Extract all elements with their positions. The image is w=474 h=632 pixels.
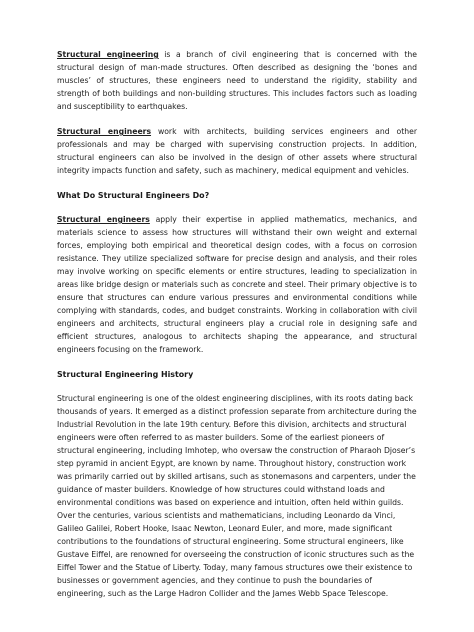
term-structural-engineers: Structural engineers: [57, 127, 152, 136]
term-structural-engineering: Structural engineering: [57, 50, 159, 59]
engineers-paragraph: [57, 125, 417, 177]
section-heading-history: Structural Engineering History: [57, 370, 194, 379]
intro-paragraph-text: is a branch of civil engineering that is concerned with the structural design of man-made structures. Often described as designing the ‘bones and muscles’ of structures, these engineers need to understand the rigidity, stability and strength of both buildings and non-building structures. This includes factors such as loading and susceptibility to earthquakes.: [57, 50, 417, 111]
document-body: [57, 48, 417, 612]
intro-paragraph: [57, 48, 417, 113]
history-paragraph: Structural engineering is one of the oldest engineering disciplines, with its roots dating back thousands of years. It emerged as a distinct profession separate from architecture during the Industrial Revolution in the late 19th century. Before this division, architects and structural engineers were often referred to as master builders. Some of the earliest pioneers of structural engineering, including Imhotep, who oversaw the construction of Pharaoh Djoser’s step pyramid in ancient Egypt, are known by name. Throughout history, construction work was primarily carried out by skilled artisans, such as stonemasons and carpenters, under the guidance of master builders. Knowledge of how structures could withstand loads and environmental conditions was based on experience and intuition, often held within guilds. Over the centuries, various scientists and mathematicians, including Leonardo da Vinci, Galileo Galilei, Robert Hooke, Isaac Newton, Leonard Euler, and more, made significant contributions to the foundations of structural engineering. Some structural engineers, like Gustave Eiffel, are renowned for overseeing the construction of iconic structures such as the Eiffel Tower and the Statue of Liberty. Today, many famous structures owe their existence to businesses or government agencies, and they continue to push the boundaries of engineering, such as the Large Hadron Collider and the James Webb Space Telescope.: [57, 394, 417, 598]
section-heading-what-they-do: What Do Structural Engineers Do?: [57, 191, 210, 200]
role-paragraph: [57, 213, 417, 356]
term-structural-engineers-role: Structural engineers: [57, 215, 150, 224]
engineers-paragraph-text: work with architects, building services engineers and other professionals and may be charged with supervising construction projects. In addition, structural engineers can also be involved in the design of other assets where structural integrity impacts function and safety, such as machinery, medical equipment and vehicles.: [57, 127, 417, 175]
role-paragraph-text: apply their expertise in applied mathematics, mechanics, and materials science to assess how structures will withstand their own weight and external forces, employing both empirical and theoretical design codes, with a focus on corrosion resistance. They utilize specialized software for precise design and analysis, and their roles may involve working on specific elements or entire structures, leading to specialization in areas like bridge design or materials such as concrete and steel. Their primary objective is to ensure that structures can endure various pressures and environmental conditions while complying with standards, codes, and budget constraints. Working in collaboration with civil engineers and architects, structural engineers play a crucial role in designing safe and efficient structures, analogous to architects shaping the appearance, and structural engineers focusing on the framework.: [57, 215, 417, 354]
